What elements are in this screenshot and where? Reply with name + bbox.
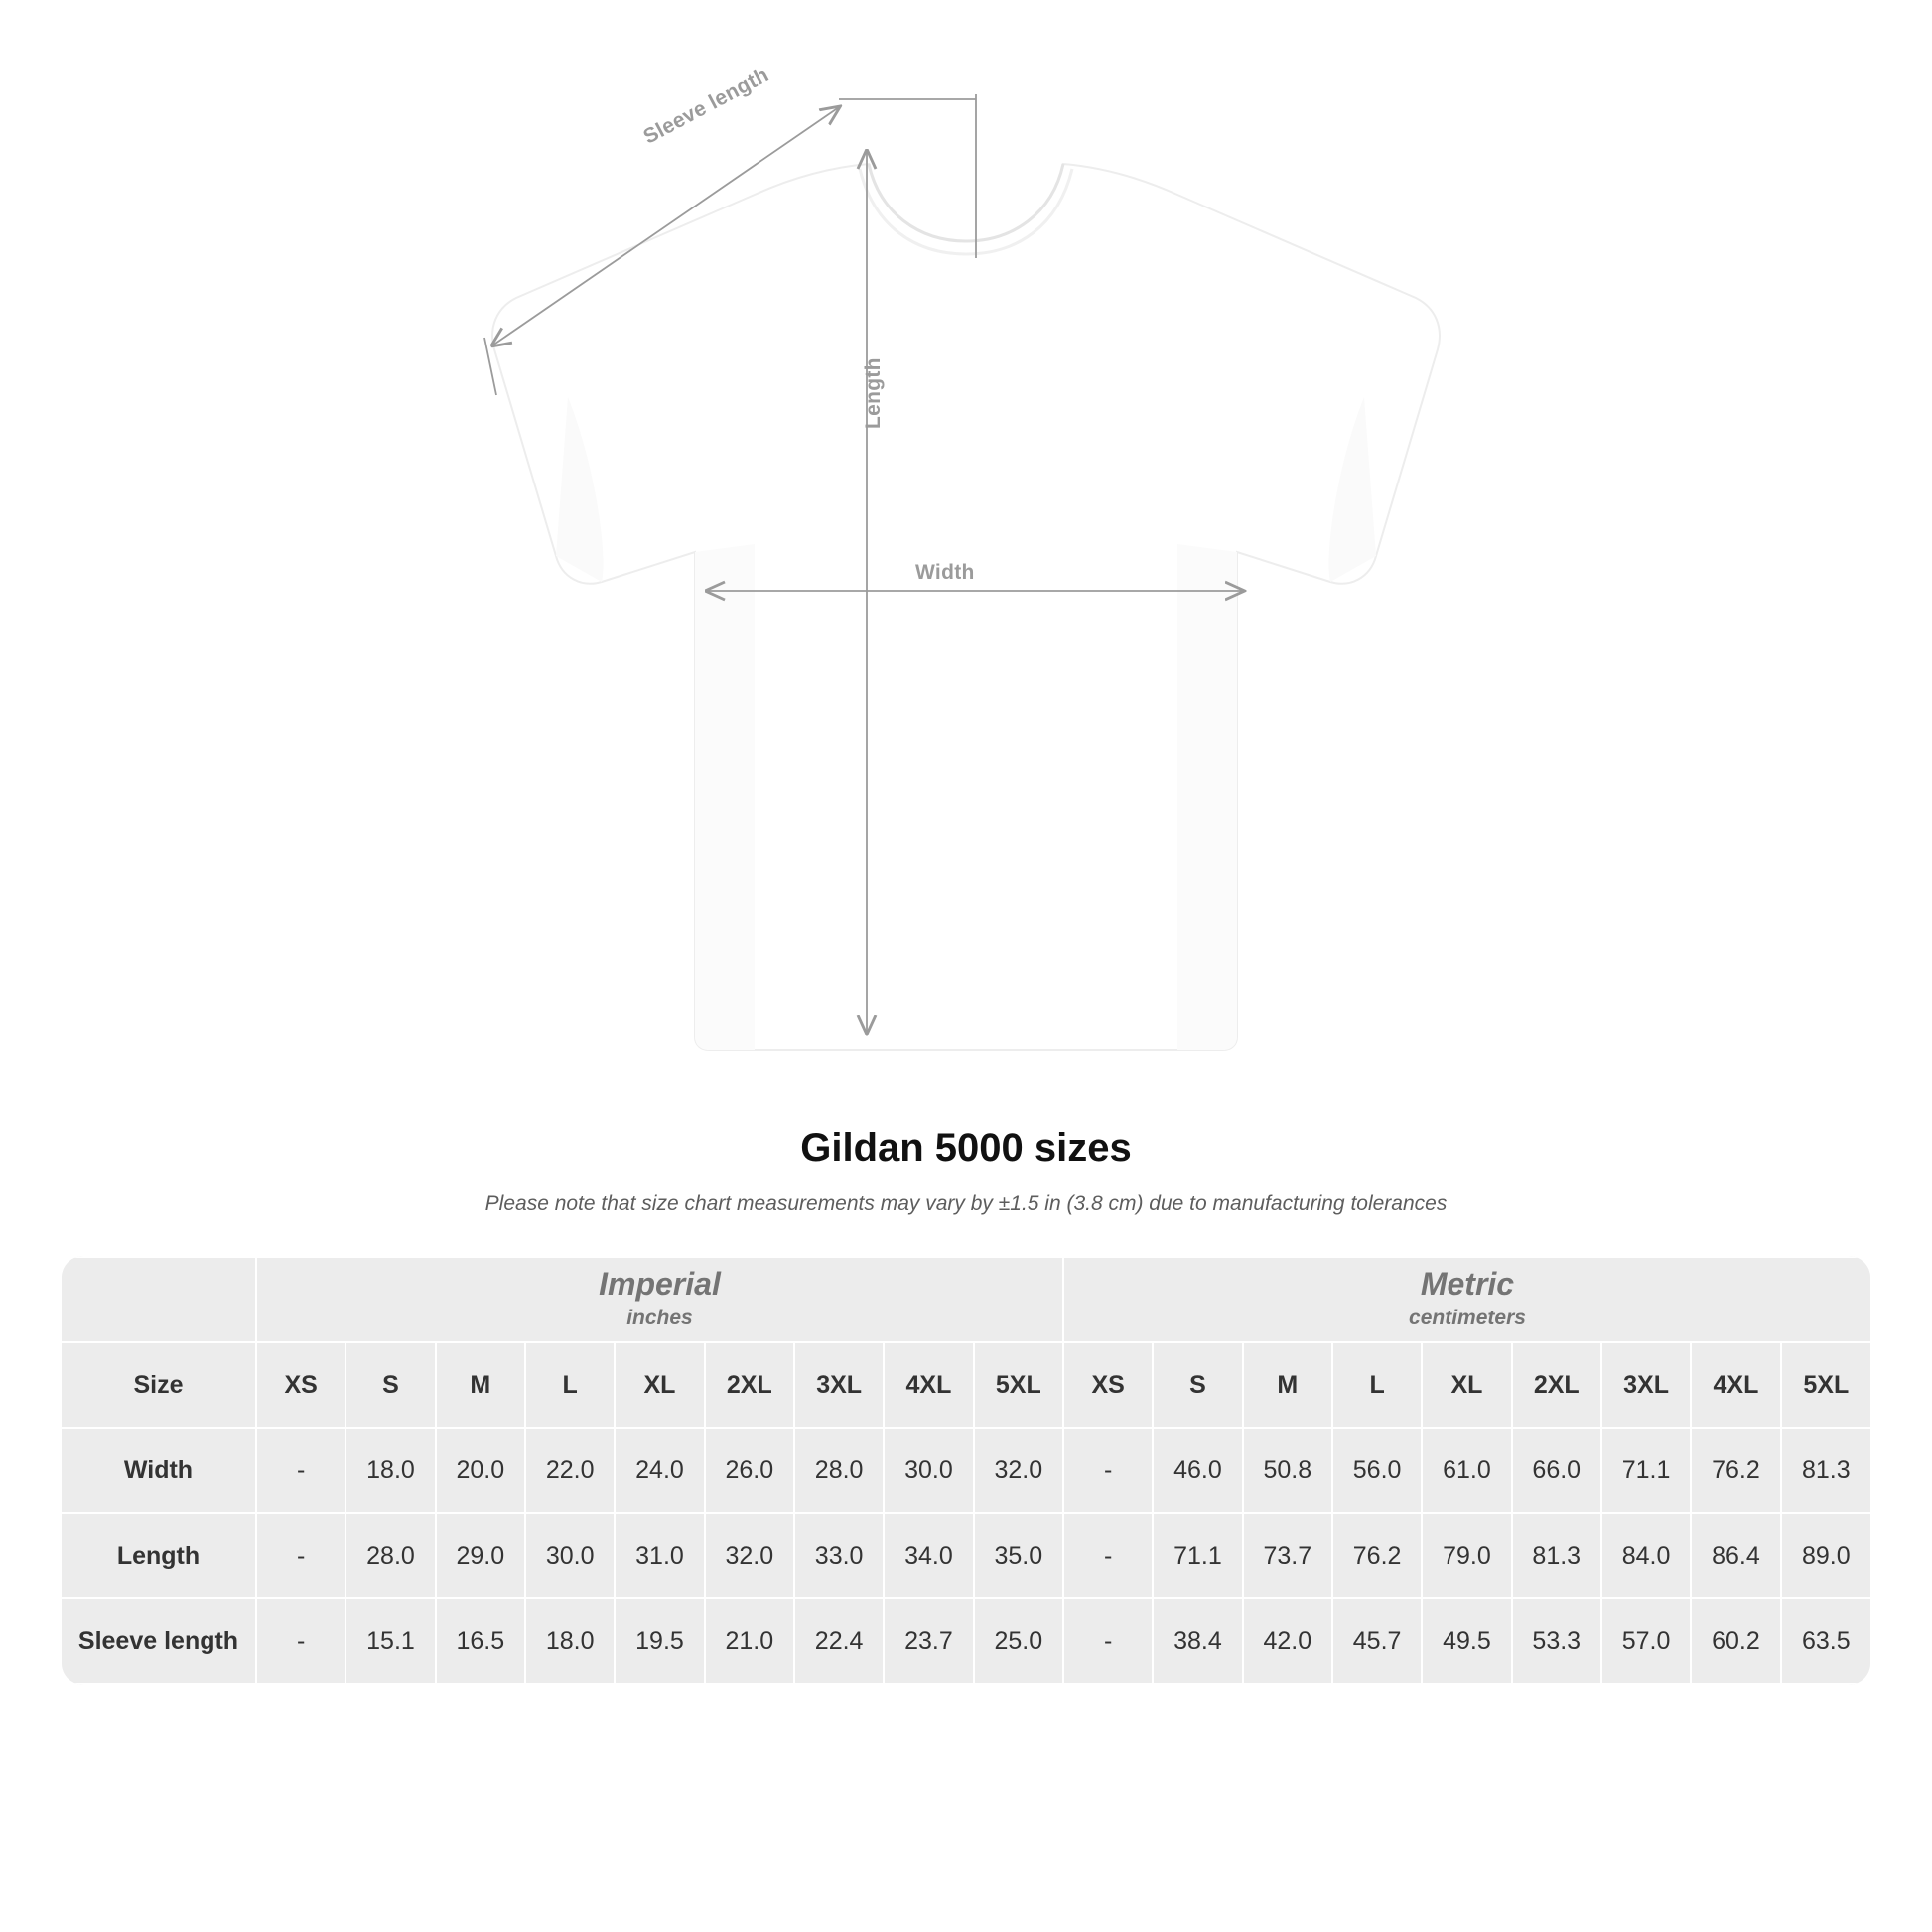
cell: 23.7 <box>884 1598 973 1684</box>
unit-group-metric-sub: centimeters <box>1409 1306 1526 1329</box>
size-table <box>62 1256 1870 1685</box>
title-block <box>0 1102 1932 1216</box>
cell: 30.0 <box>525 1513 615 1598</box>
width-label: Width <box>915 561 975 584</box>
tolerance-note: Please note that size chart measurements may vary by ±1.5 in (3.8 cm) due to manufacturing tolerances <box>484 1192 1448 1215</box>
column-header-11: M <box>1243 1342 1332 1428</box>
cell: 61.0 <box>1422 1428 1511 1513</box>
cell: - <box>1063 1598 1153 1684</box>
table-row <box>62 1598 1870 1684</box>
cell: 49.5 <box>1422 1598 1511 1684</box>
cell: 26.0 <box>705 1428 794 1513</box>
cell: - <box>1063 1428 1153 1513</box>
cell: 46.0 <box>1153 1428 1242 1513</box>
cell: 81.3 <box>1781 1428 1870 1513</box>
tshirt-shape <box>492 164 1440 1050</box>
column-header-5: 2XL <box>705 1342 794 1428</box>
cell: 53.3 <box>1512 1598 1601 1684</box>
cell: 89.0 <box>1781 1513 1870 1598</box>
cell: 21.0 <box>705 1598 794 1684</box>
column-header-2: M <box>436 1342 525 1428</box>
cell: 76.2 <box>1332 1513 1422 1598</box>
cell: 66.0 <box>1512 1428 1601 1513</box>
cell: 50.8 <box>1243 1428 1332 1513</box>
cell: 84.0 <box>1601 1513 1691 1598</box>
table-row <box>62 1428 1870 1513</box>
cell: 35.0 <box>974 1513 1063 1598</box>
cell: 56.0 <box>1332 1428 1422 1513</box>
unit-group-metric <box>1063 1257 1870 1342</box>
cell: 29.0 <box>436 1513 525 1598</box>
page-title: Gildan 5000 sizes <box>800 1126 1132 1170</box>
column-header-14: 2XL <box>1512 1342 1601 1428</box>
column-header-9: XS <box>1063 1342 1153 1428</box>
row-label-0: Width <box>62 1428 256 1513</box>
cell: 22.0 <box>525 1428 615 1513</box>
unit-group-imperial-sub: inches <box>626 1306 693 1329</box>
cell: - <box>256 1513 345 1598</box>
cell: 24.0 <box>615 1428 704 1513</box>
cell: 20.0 <box>436 1428 525 1513</box>
column-header-3: L <box>525 1342 615 1428</box>
cell: 38.4 <box>1153 1598 1242 1684</box>
cell: - <box>256 1428 345 1513</box>
column-header-16: 4XL <box>1691 1342 1780 1428</box>
cell: 30.0 <box>884 1428 973 1513</box>
row-label-2: Sleeve length <box>62 1598 256 1684</box>
cell: 19.5 <box>615 1598 704 1684</box>
size-header-cell: Size <box>62 1342 256 1428</box>
column-header-17: 5XL <box>1781 1342 1870 1428</box>
cell: 73.7 <box>1243 1513 1332 1598</box>
unit-group-metric-name: Metric <box>1420 1265 1515 1302</box>
table-row <box>62 1513 1870 1598</box>
cell: 81.3 <box>1512 1513 1601 1598</box>
cell: 57.0 <box>1601 1598 1691 1684</box>
cell: 86.4 <box>1691 1513 1780 1598</box>
column-header-1: S <box>345 1342 435 1428</box>
column-header-15: 3XL <box>1601 1342 1691 1428</box>
cell: 71.1 <box>1601 1428 1691 1513</box>
column-header-10: S <box>1153 1342 1242 1428</box>
sleeve-length-label: Sleeve length <box>639 64 773 149</box>
cell: 31.0 <box>615 1513 704 1598</box>
unit-group-row <box>62 1257 1870 1342</box>
cell: 60.2 <box>1691 1598 1780 1684</box>
column-header-12: L <box>1332 1342 1422 1428</box>
cell: 45.7 <box>1332 1598 1422 1684</box>
row-label-1: Length <box>62 1513 256 1598</box>
cell: - <box>256 1598 345 1684</box>
cell: - <box>1063 1513 1153 1598</box>
unit-row-spacer <box>62 1257 256 1342</box>
cell: 16.5 <box>436 1598 525 1684</box>
unit-group-imperial-name: Imperial <box>599 1265 721 1302</box>
cell: 32.0 <box>705 1513 794 1598</box>
size-table-container <box>62 1256 1870 1685</box>
unit-group-imperial <box>256 1257 1063 1342</box>
column-header-13: XL <box>1422 1342 1511 1428</box>
column-header-4: XL <box>615 1342 704 1428</box>
length-label: Length <box>862 357 885 429</box>
cell: 25.0 <box>974 1598 1063 1684</box>
cell: 34.0 <box>884 1513 973 1598</box>
cell: 71.1 <box>1153 1513 1242 1598</box>
cell: 42.0 <box>1243 1598 1332 1684</box>
cell: 28.0 <box>794 1428 884 1513</box>
cell: 18.0 <box>345 1428 435 1513</box>
cell: 22.4 <box>794 1598 884 1684</box>
size-table-body <box>62 1428 1870 1684</box>
column-header-6: 3XL <box>794 1342 884 1428</box>
cell: 18.0 <box>525 1598 615 1684</box>
column-header-7: 4XL <box>884 1342 973 1428</box>
column-header-0: XS <box>256 1342 345 1428</box>
size-header-row <box>62 1342 1870 1428</box>
cell: 33.0 <box>794 1513 884 1598</box>
cell: 32.0 <box>974 1428 1063 1513</box>
cell: 76.2 <box>1691 1428 1780 1513</box>
cell: 79.0 <box>1422 1513 1511 1598</box>
cell: 15.1 <box>345 1598 435 1684</box>
column-header-8: 5XL <box>974 1342 1063 1428</box>
cell: 28.0 <box>345 1513 435 1598</box>
cell: 63.5 <box>1781 1598 1870 1684</box>
